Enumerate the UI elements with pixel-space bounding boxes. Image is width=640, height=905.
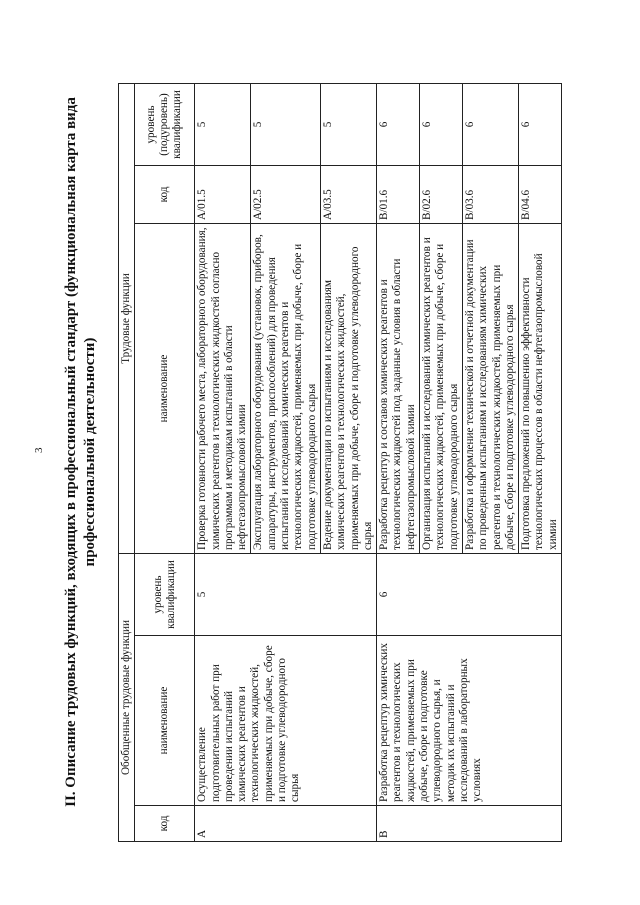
function-name: Разработка рецептур и составов химических реагентов и технологических жидкостей под заданные условия в области нефтегазопромысловой химии	[377, 224, 420, 554]
title-line-1: II. Описание трудовых функций, входящих в профессиональный стандарт (функциональная карта вида	[63, 97, 79, 807]
function-level: 6	[377, 84, 420, 166]
function-name: Эксплуатация лабораторного оборудования (установок, приборов, аппаратуры, инструментов, приспособлений) для проведения испытаний и исследований химических реагентов и технологических жидкостей, применяемых при добыче, сборе и подготовке углеводородного сырья	[251, 224, 320, 554]
functional-map-table	[118, 83, 562, 842]
header-labor: Трудовые функции	[119, 84, 135, 554]
header-level: уровень квалификации	[135, 554, 195, 636]
header-function-name: наименование	[135, 224, 195, 554]
function-code: B/04.6	[519, 166, 562, 224]
group-level: 5	[195, 554, 377, 636]
rotated-page-content	[62, 62, 622, 842]
group-name: Разработка рецептур химических реагентов и технологических жидкостей, применяемых при добыче, сборе и подготовке углеводородного сырья, и методик их испытаний и исследований в лабораторных условиях	[377, 636, 562, 806]
header-name: наименование	[135, 636, 195, 806]
group-code: A	[195, 806, 377, 842]
function-code: B/01.6	[377, 166, 420, 224]
function-name: Подготовка предложений по повышению эффективности технологических процессов в области нефтегазопромысловой химии	[519, 224, 562, 554]
function-level: 5	[195, 84, 251, 166]
group-name: Осуществление подготовительных работ при проведении испытаний химических реагентов и технологических жидкостей, применяемых при добыче, сборе и подготовке углеводородного сырья	[195, 636, 377, 806]
function-level: 6	[519, 84, 562, 166]
function-name: Проверка готовности рабочего места, лабораторного оборудования, химических реагентов и технологических жидкостей согласно программам и методикам испытаний в области нефтегазопромысловой химии	[195, 224, 251, 554]
group-code: B	[377, 806, 562, 842]
section-title	[62, 82, 100, 822]
group-level: 6	[377, 554, 562, 636]
function-level: 6	[420, 84, 463, 166]
function-code: B/02.6	[420, 166, 463, 224]
function-name: Разработка и оформление технической и отчетной документации по проведенным испытаниям и исследованиям химических реагентов и технологических жидкостей, применяемых при добыче, сборе и подготовке углеводородного сырья	[462, 224, 518, 554]
function-level: 5	[320, 84, 376, 166]
header-generalized: Обобщенные трудовые функции	[119, 554, 135, 842]
function-code: A/02.5	[251, 166, 320, 224]
header-sublevel: уровень (подуровень) квалификации	[135, 84, 195, 166]
table-row	[195, 84, 251, 842]
function-level: 5	[251, 84, 320, 166]
function-code: A/01.5	[195, 166, 251, 224]
function-code: B/03.6	[462, 166, 518, 224]
function-name: Ведение документации по испытаниям и исследованиям химических реагентов и технологических жидкостей, применяемых при добыче, сборе и подготовке углеводородного сырья	[320, 224, 376, 554]
page-number: 3	[33, 447, 45, 453]
title-line-2: профессиональной деятельности)	[82, 337, 98, 567]
function-name: Организация испытаний и исследований химических реагентов и технологических жидкостей, применяемых при добыче, сборе и подготовке углеводородного сырья	[420, 224, 463, 554]
header-function-code: код	[135, 166, 195, 224]
header-code: код	[135, 806, 195, 842]
function-code: A/03.5	[320, 166, 376, 224]
table-row	[377, 84, 420, 842]
function-level: 6	[462, 84, 518, 166]
